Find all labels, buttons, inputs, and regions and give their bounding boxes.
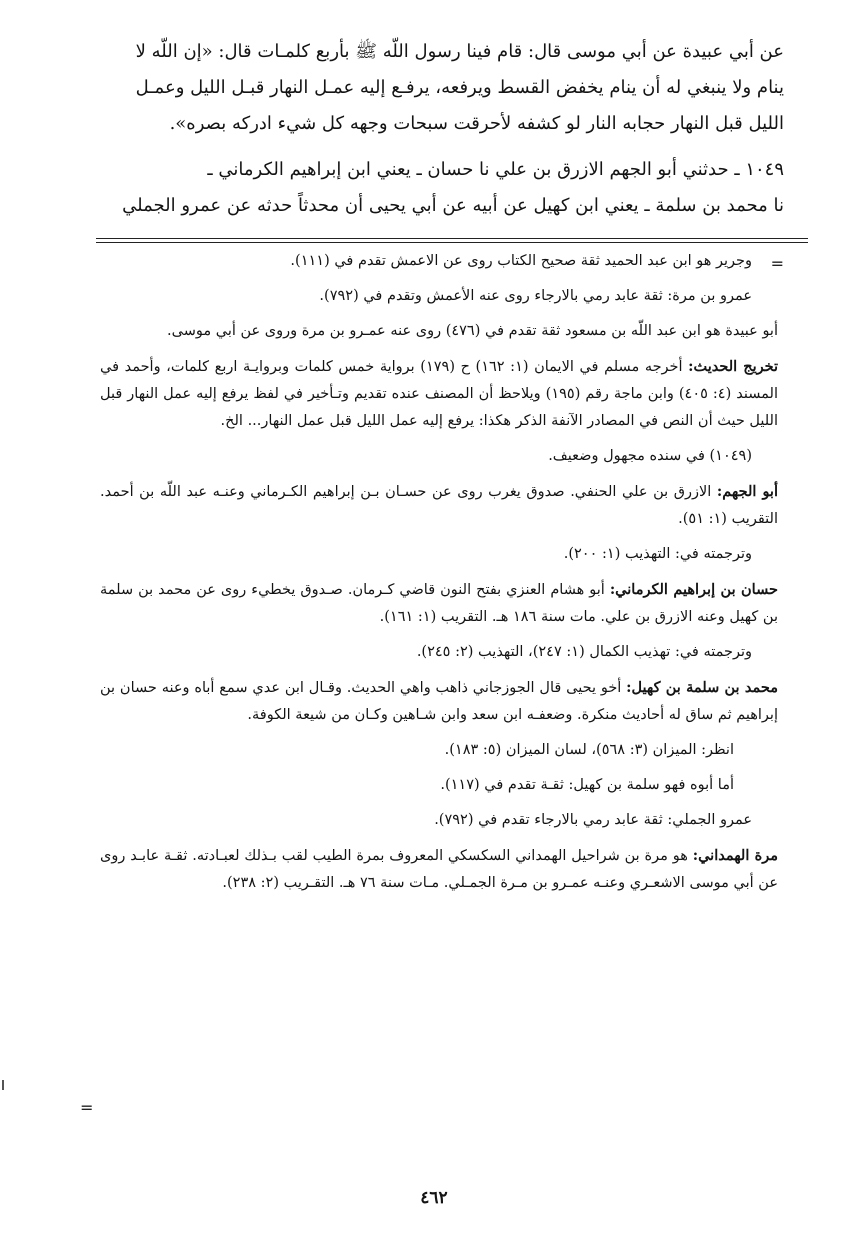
footnote-abu-ubayda: أبو عبيدة هو ابن عبد اللّه بن مسعود ثقة تقدم في (٤٧٦) روى عنه عمـرو بن مرة وروى عن أبي موسى.: [167, 323, 778, 339]
footnote-label: محمد بن سلمة بن كهيل:: [626, 679, 778, 696]
main-paragraph-1-line-3: الليل قبل النهار حجابه النار لو كشفه لأحرقت سبحات وجهه كل شيء ادركه بصره».: [169, 113, 784, 134]
footnote-jarir: وجرير هو ابن عبد الحميد ثقة صحيح الكتاب روى عن الاعمش تقدم في (١١١).: [290, 253, 752, 269]
footnote-text: أخو يحيى قال الجوزجاني ذاهب واهي الحديث. وقـال ابن عدي سمع أباه وعنه حسان بن إبراهيم ثم ساق له أحاديث منكرة. وضعفـه ابن سعد وابن شـاهين وكـان من شيعة الكوفة.: [100, 680, 778, 723]
footnote-text: الازرق بن علي الحنفي. صدوق يغرب روى عن حسـان بـن إبراهيم الكـرماني وعنـه عبد اللّه بن أحمد. التقريب (١: ٥١).: [100, 484, 778, 527]
edge-mark: [2, 1080, 4, 1090]
footnote-tarjama-abu-al-jahm: وترجمته في: التهذيب (١: ٢٠٠).: [563, 546, 752, 562]
footnote-text: أبو هشام العنزي بفتح النون قاضي كـرمان. صـدوق يخطيء روى عن محمد بن سلمة بن كهيل وعنه الازرق بن علي. مات سنة ١٨٦ هـ. التقريب (١: ١٦١).: [100, 582, 778, 625]
footnote-separator: [96, 238, 808, 243]
footnote-label: تخريج الحديث:: [688, 358, 779, 375]
footnote-salama-ibn-kuhayl: أما أبوه فهو سلمة بن كهيل: ثقـة تقدم في (١١٧).: [440, 777, 734, 793]
footnote-takhrij: [100, 353, 778, 435]
footnote-murra-al-hamdani: [100, 842, 778, 897]
page-number: ٤٦٢: [420, 1188, 448, 1208]
footnote-1049-status: (١٠٤٩) في سنده مجهول وضعيف.: [548, 448, 752, 464]
main-paragraph-1-line-2: ينام ولا ينبغي له أن ينام يخفض القسط ويرفعه، يرفـع إليه عمـل النهار قبـل الليل وعمـل: [135, 77, 784, 98]
continuation-mark-bottom: =: [80, 1098, 94, 1117]
footnote-label: مرة الهمداني:: [692, 847, 779, 864]
footnote-abu-al-jahm: [100, 478, 778, 533]
hadith-1049-line-1: ١٠٤٩ ـ حدثني أبو الجهم الازرق بن علي نا حسان ـ يعني ابن إبراهيم الكرماني ـ: [207, 159, 784, 180]
main-text-block: [96, 34, 784, 224]
footnote-see-mizan: انظر: الميزان (٣: ٥٦٨)، لسان الميزان (٥: ١٨٣).: [444, 742, 734, 758]
main-paragraph-1-line-1: عن أبي عبيدة عن أبي موسى قال: قام فينا رسول اللّه ﷺ بأربع كلمـات قال: «إن اللّه لا: [135, 41, 784, 62]
footnote-amr-ibn-murra: عمرو بن مرة: ثقة عابد رمي بالارجاء روى عنه الأعمش وتقدم في (٧٩٢).: [319, 288, 752, 304]
footnotes-block: [100, 248, 778, 905]
continuation-mark-top: =: [770, 254, 784, 273]
hadith-1049-line-2: نا محمد بن سلمة ـ يعني ابن كهيل عن أبيه عن أبي يحيى أن محدثاً حدثه عن عمرو الجملي: [122, 195, 784, 216]
footnote-label: أبو الجهم:: [716, 483, 778, 500]
footnote-hassan-ibn-ibrahim: [100, 576, 778, 631]
footnote-text: أخرجه مسلم في الايمان (١: ١٦٢) ح (١٧٩) برواية خمس كلمات وبروايـة اربع كلمات، وأحمد في المسند (٤: ٤٠٥) وابن ماجة رقم (١٩٥) ويلاحظ أن المصنف عنده تقديم وتـأخير في لفظ يرفع إليه عمل النهار قبل الليل حيث أن النص في المصادر الآنفة الذكر هكذا: يرفع إليه عمل الليل قبل عمل النهار... الخ.: [100, 359, 778, 429]
footnote-text: هو مرة بن شراحيل الهمداني السكسكي المعروف بمرة الطيب لقب بـذلك لعبـادته. ثقـة عابـد روى عن أبي موسى الاشعـري وعنـه عمـرو بن مـرة الجمـلي. مـات سنة ٧٦ هـ. التقـريب (٢: ٢٣٨).: [100, 848, 778, 891]
footnote-muhammad-ibn-salama: [100, 674, 778, 729]
footnote-tarjama-hassan: وترجمته في: تهذيب الكمال (١: ٢٤٧)، التهذيب (٢: ٢٤٥).: [416, 644, 752, 660]
footnote-label: حسان بن إبراهيم الكرماني:: [609, 581, 778, 598]
footnote-amr-al-jamali: عمرو الجملي: ثقة عابد رمي بالارجاء تقدم في (٧٩٢).: [434, 812, 752, 828]
